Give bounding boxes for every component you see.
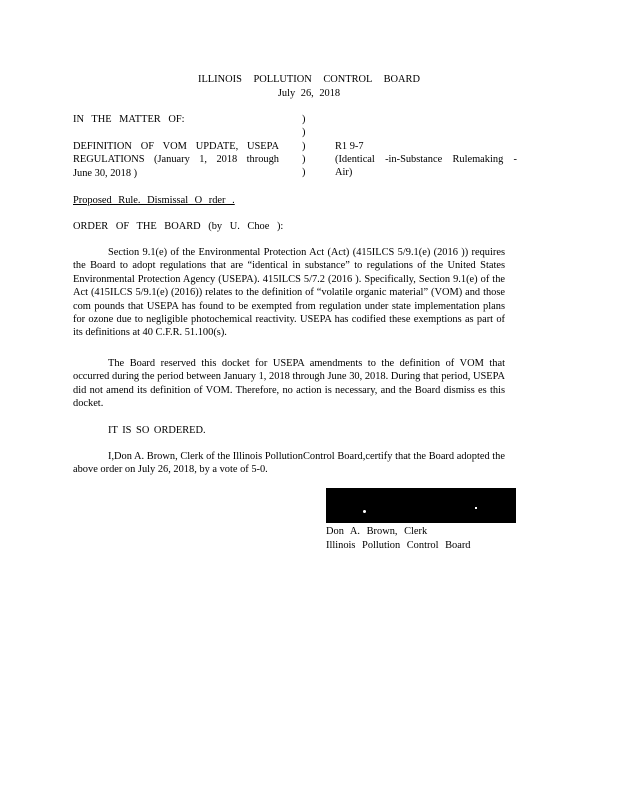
signature-speck: [363, 510, 366, 513]
caption-title-line: DEFINITION OF VOM UPDATE, USEPA: [73, 141, 279, 152]
caption-title-line: REGULATIONS (January 1, 2018 through: [73, 154, 279, 166]
bracket: ): [302, 167, 306, 179]
redacted-signature: [326, 488, 516, 523]
certification: I,Don A. Brown, Clerk of the Illinois PollutionControl Board,certify that the Board adopted the above order on July 26, 2018, by a vote of 5-0.: [73, 451, 505, 476]
caption-brackets: [302, 113, 314, 179]
docket-type-line: (Identical -in-Substance Rulemaking -: [335, 154, 517, 165]
body-paragraph: The Board reserved this docket for USEPA amendments to the definition of VOM that occurred during the period between January 1, 2018 through June 30, 2018. During that period, USEPA did not amend its definition of VOM. Therefore, no action is necessary, and the Board dismiss es this docket.: [73, 358, 505, 410]
proposed-rule-label: Proposed Rule. Dismissal O rder .: [73, 195, 235, 206]
signatory-name: Don A. Brown, Clerk: [326, 526, 428, 537]
order-line: ORDER OF THE BOARD (by U. Choe ):: [73, 221, 284, 232]
bracket: ): [302, 127, 306, 139]
matter-heading: IN THE MATTER OF:: [73, 114, 185, 125]
signatory-org: Illinois Pollution Control Board: [326, 540, 471, 551]
agency-title: ILLINOIS POLLUTION CONTROL BOARD: [197, 74, 420, 85]
docket-type-line: Air): [335, 167, 353, 179]
bracket: ): [302, 153, 306, 165]
caption-title-line: June 30, 2018 ): [73, 167, 138, 179]
order-date: July 26, 2018: [277, 88, 341, 99]
signature-speck: [475, 507, 477, 509]
body-paragraph: Section 9.1(e) of the Environmental Protection Act (Act) (415ILCS 5/9.1(e) (2016 )) requires the Board to adopt regulations that are “identical in substance” to regulations of the United States Environmental Protection Agency (USEPA). 415ILCS 5/7.2 (2016 ). Specifically, Section 9.1(e) of the Act (415ILCS 5/9.1(e) (2016)) relates to the definition of “volatile organic material” (VOM) and those com pounds that USEPA has found to be exempted from regulation under state implementation plans for ozone due to negligible photochemical reactivity. USEPA has codified these exemptions as part of its definitions at 40 C.F.R. 51.100(s).: [73, 247, 505, 339]
so-ordered: IT IS SO ORDERED.: [108, 425, 206, 436]
bracket: ): [302, 140, 306, 152]
docket-number: R1 9-7: [335, 141, 364, 152]
caption-title: [73, 140, 279, 180]
bracket: ): [302, 114, 306, 125]
docket-type: [335, 153, 517, 180]
